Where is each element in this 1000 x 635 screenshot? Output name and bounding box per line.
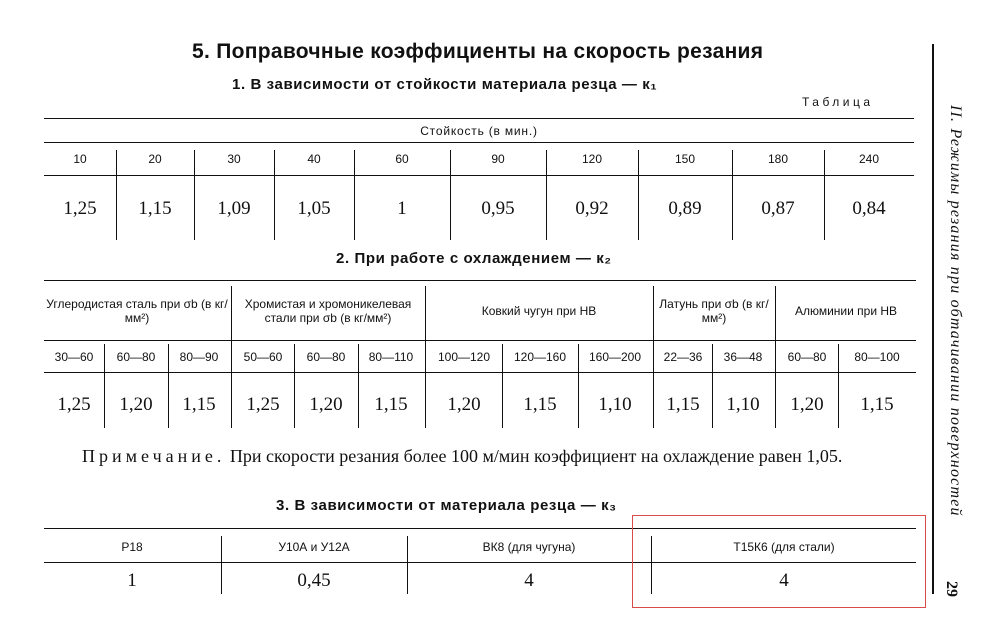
running-title: II. Режимы резания при обтачивании поверхностей xyxy=(947,105,964,517)
table2-value: 1,10 xyxy=(598,394,632,415)
table2-range: 36—48 xyxy=(723,350,763,364)
table1-col: 120 xyxy=(581,152,603,166)
table2-value: 1,15 xyxy=(374,394,408,415)
table1-subheader-rule xyxy=(44,175,914,176)
table3-value: 4 xyxy=(524,570,534,591)
table2-range: 50—60 xyxy=(243,350,283,364)
table1-value: 1 xyxy=(397,198,407,219)
table3-col: У10А и У12А xyxy=(278,540,350,554)
note-label: Примечание. xyxy=(82,446,226,466)
highlight-box xyxy=(632,515,926,608)
table2-group-brass: Латунь при σb (в кг/мм²) xyxy=(659,296,769,325)
table1-header-rule xyxy=(44,142,914,143)
table3-value: 0,45 xyxy=(297,570,331,591)
table1-value: 1,25 xyxy=(63,198,97,219)
table2-group-carbon-steel: Углеродистая сталь при σb (в кг/мм²) xyxy=(46,296,228,325)
margin-rule xyxy=(932,44,934,594)
table1-col: 90 xyxy=(491,152,505,166)
table2-value: 1,10 xyxy=(726,394,760,415)
table-label: Таблица xyxy=(802,95,874,109)
table2-value: 1,15 xyxy=(182,394,216,415)
table2-range: 80—110 xyxy=(368,350,414,364)
table2-value: 1,15 xyxy=(860,394,894,415)
table2-value: 1,20 xyxy=(119,394,153,415)
table3-col: Т15К6 (для стали) xyxy=(733,540,835,554)
table2-range: 120—160 xyxy=(513,350,567,364)
table2-range-rule xyxy=(44,372,916,373)
table2-range: 160—200 xyxy=(588,350,642,364)
table2-range: 100—120 xyxy=(437,350,491,364)
table2-group-chrome-steel: Хромистая и хромоникелевая стали при σb (в кг/мм²) xyxy=(244,296,412,325)
table2-group-malleable-iron: Ковкий чугун при HB xyxy=(481,303,597,318)
section3-heading: 3. В зависимости от материала резца — к₃ xyxy=(276,497,617,514)
table2-range: 60—80 xyxy=(787,350,827,364)
table2-range: 60—80 xyxy=(306,350,346,364)
table1-value: 0,84 xyxy=(852,198,886,219)
section1-heading: 1. В зависимости от стойкости материала резца — к₁ xyxy=(232,76,658,93)
table1-value: 1,09 xyxy=(217,198,251,219)
table2-range: 60—80 xyxy=(116,350,156,364)
table3-value: 4 xyxy=(779,570,789,591)
table1-value: 0,95 xyxy=(481,198,515,219)
table2-range: 80—90 xyxy=(179,350,219,364)
table2-value: 1,20 xyxy=(790,394,824,415)
table3-col: Р18 xyxy=(121,540,143,554)
table1-col: 10 xyxy=(73,152,87,166)
table1-col: 180 xyxy=(767,152,789,166)
table2-group-rule xyxy=(44,340,916,341)
table1-col: 150 xyxy=(674,152,696,166)
table1-col: 30 xyxy=(227,152,241,166)
table3-col: ВК8 (для чугуна) xyxy=(482,540,576,554)
table2-range: 80—100 xyxy=(854,350,900,364)
table3-value: 1 xyxy=(127,570,137,591)
table2-top-rule xyxy=(44,280,916,281)
note-paragraph xyxy=(82,445,914,468)
table2-range: 22—36 xyxy=(663,350,703,364)
table1-col: 40 xyxy=(307,152,321,166)
table1-col: 20 xyxy=(148,152,162,166)
table2-range: 30—60 xyxy=(54,350,94,364)
table1-value: 0,87 xyxy=(761,198,795,219)
table1-value: 1,05 xyxy=(297,198,331,219)
page-number: 29 xyxy=(943,581,960,597)
table2-value: 1,15 xyxy=(666,394,700,415)
table1-col: 240 xyxy=(858,152,880,166)
section2-heading: 2. При работе с охлаждением — к₂ xyxy=(336,250,612,267)
table2-value: 1,15 xyxy=(523,394,557,415)
table2-value: 1,20 xyxy=(447,394,481,415)
table2-value: 1,25 xyxy=(57,394,91,415)
table1-value: 1,15 xyxy=(138,198,172,219)
table1-value: 0,89 xyxy=(668,198,702,219)
table2-value: 1,25 xyxy=(246,394,280,415)
table1-header: Стойкость (в мин.) xyxy=(420,124,538,138)
table2-group-aluminium: Алюминии при HB xyxy=(794,303,898,318)
table2-value: 1,20 xyxy=(309,394,343,415)
table1-col: 60 xyxy=(395,152,409,166)
page-title: 5. Поправочные коэффициенты на скорость резания xyxy=(192,40,764,63)
table1-value: 0,92 xyxy=(575,198,609,219)
table1-top-rule xyxy=(44,118,914,119)
note-text: При скорости резания более 100 м/мин коэффициент на охлаждение равен 1,05. xyxy=(229,446,843,466)
